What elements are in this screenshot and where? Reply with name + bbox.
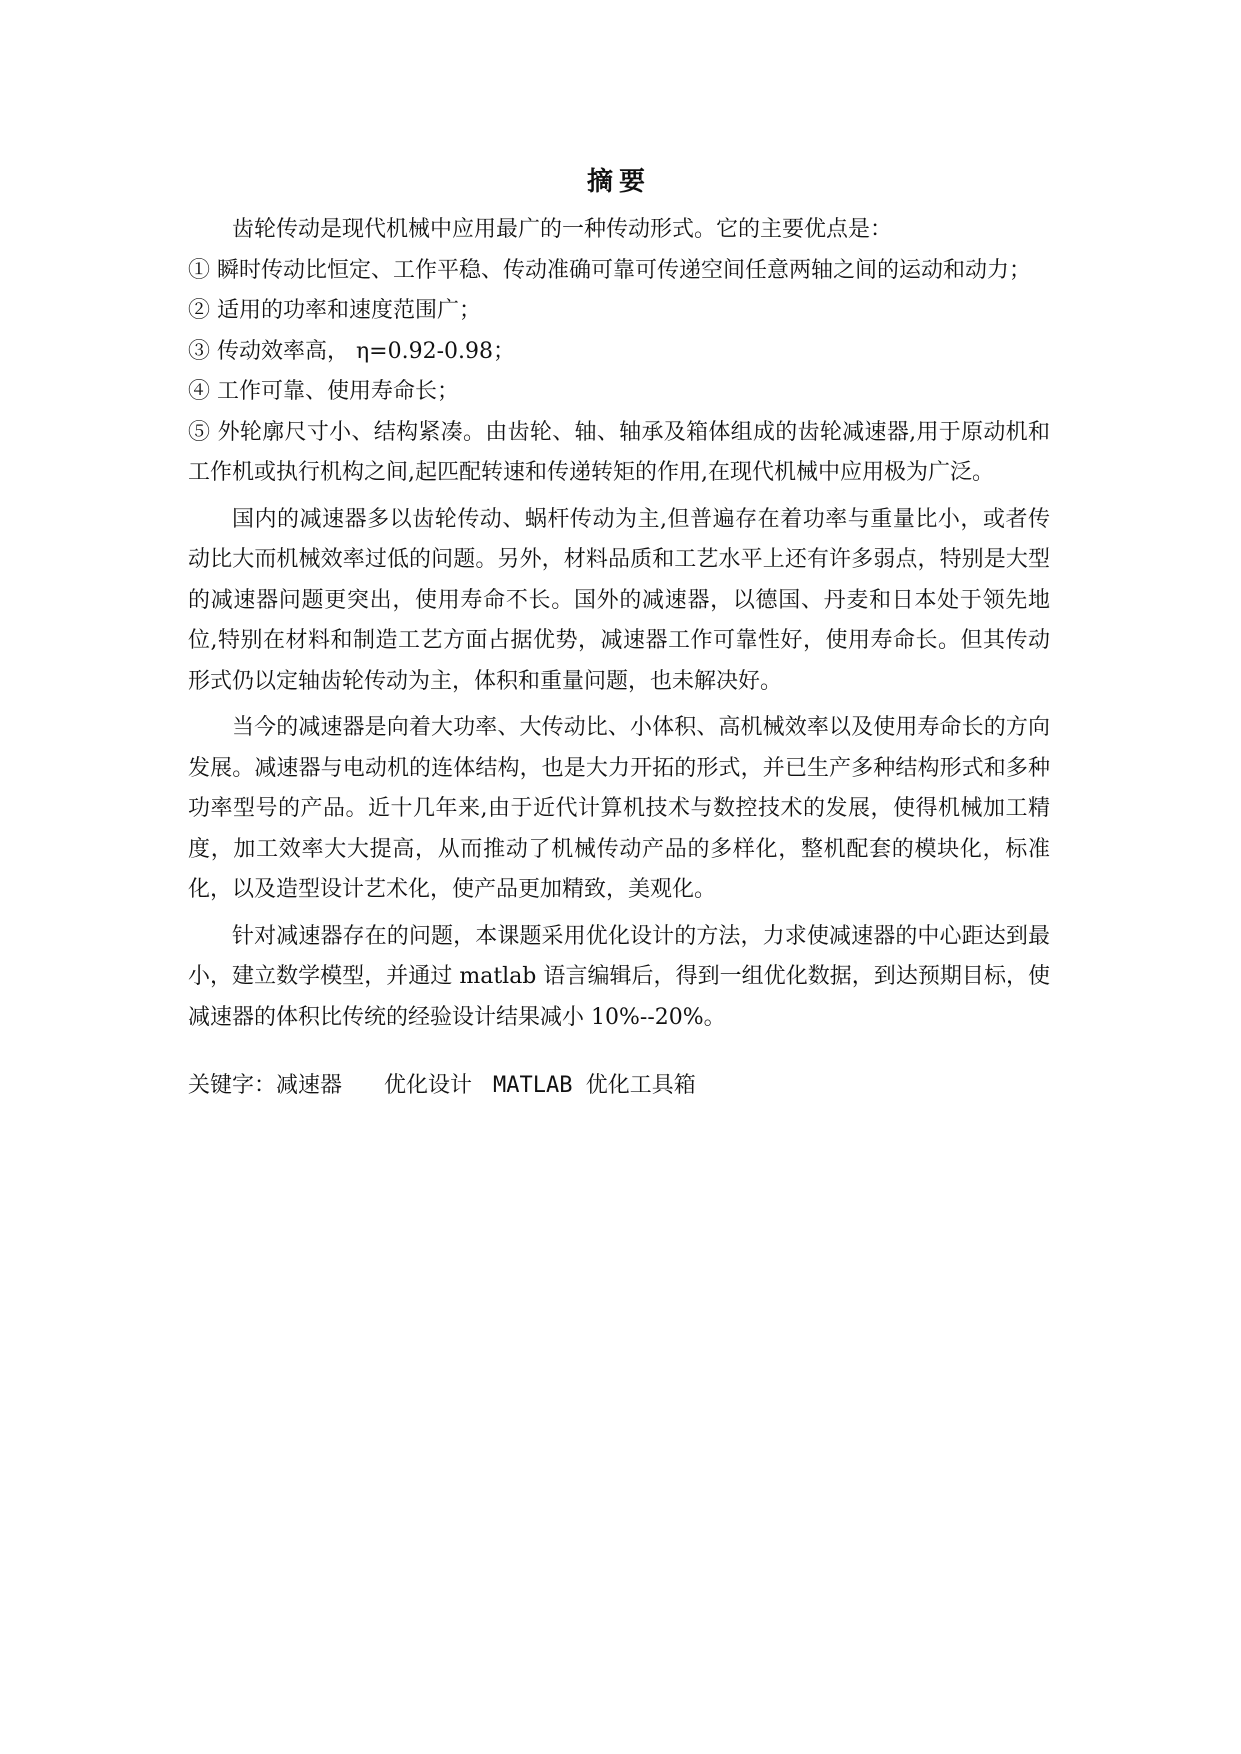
spacer (188, 1038, 1050, 1066)
keyword-2: 优化设计 (384, 1073, 473, 1098)
paragraph-project-goal: 针对减速器存在的问题，本课题采用优化设计的方法，力求使减速器的中心距达到最小，建立数学模型，并通过 matlab 语言编辑后，得到一组优化数据，到达预期目标，使减速器的体积比传统的经验设计结果减小 10%--20%。 (188, 923, 1050, 1030)
keywords-label: 关键字： (188, 1073, 277, 1098)
abstract-content (188, 162, 1050, 1106)
advantage-item-3: ③ 传动效率高， η=0.92-0.98； (188, 338, 516, 364)
paragraph-domestic-foreign: 国内的减速器多以齿轮传动、蜗杆传动为主,但普遍存在着功率与重量比小，或者传动比大而机械效率过低的问题。另外，材料品质和工艺水平上还有许多弱点，特别是大型的减速器问题更突出，使用寿命不长。国外的减速器，以德国、丹麦和日本处于领先地位,特别在材料和制造工艺方面占据优势，减速器工作可靠性好，使用寿命长。但其传动形式仍以定轴齿轮传动为主，体积和重量问题，也未解决好。 (188, 506, 1050, 694)
keyword-3: MATLAB 优化工具箱 (493, 1073, 696, 1098)
advantage-item-1: ① 瞬时传动比恒定、工作平稳、传动准确可靠可传递空间任意两轴之间的运动和动力； (188, 257, 1031, 283)
keywords-line (188, 1066, 1050, 1106)
keyword-1: 减速器 (276, 1073, 343, 1098)
paragraph-development-trend: 当今的减速器是向着大功率、大传动比、小体积、高机械效率以及使用寿命长的方向发展。减速器与电动机的连体结构，也是大力开拓的形式，并已生产多种结构形式和多种功率型号的产品。近十几年来,由于近代计算机技术与数控技术的发展，使得机械加工精度，加工效率大大提高，从而推动了机械传动产品的多样化，整机配套的模块化，标准化，以及造型设计艺术化，使产品更加精致，美观化。 (188, 715, 1050, 902)
intro-paragraph: 齿轮传动是现代机械中应用最广的一种传动形式。它的主要优点是： (232, 217, 893, 242)
advantage-item-5: ⑤ 外轮廓尺寸小、结构紧凑。由齿轮、轴、轴承及箱体组成的齿轮减速器,用于原动机和工作机或执行机构之间,起匹配转速和传递转矩的作用,在现代机械中应用极为广泛。 (188, 419, 1050, 485)
advantage-item-2: ② 适用的功率和速度范围广； (188, 298, 481, 323)
page-title: 摘要 (586, 167, 651, 197)
advantage-item-4: ④ 工作可靠、使用寿命长； (188, 379, 459, 404)
